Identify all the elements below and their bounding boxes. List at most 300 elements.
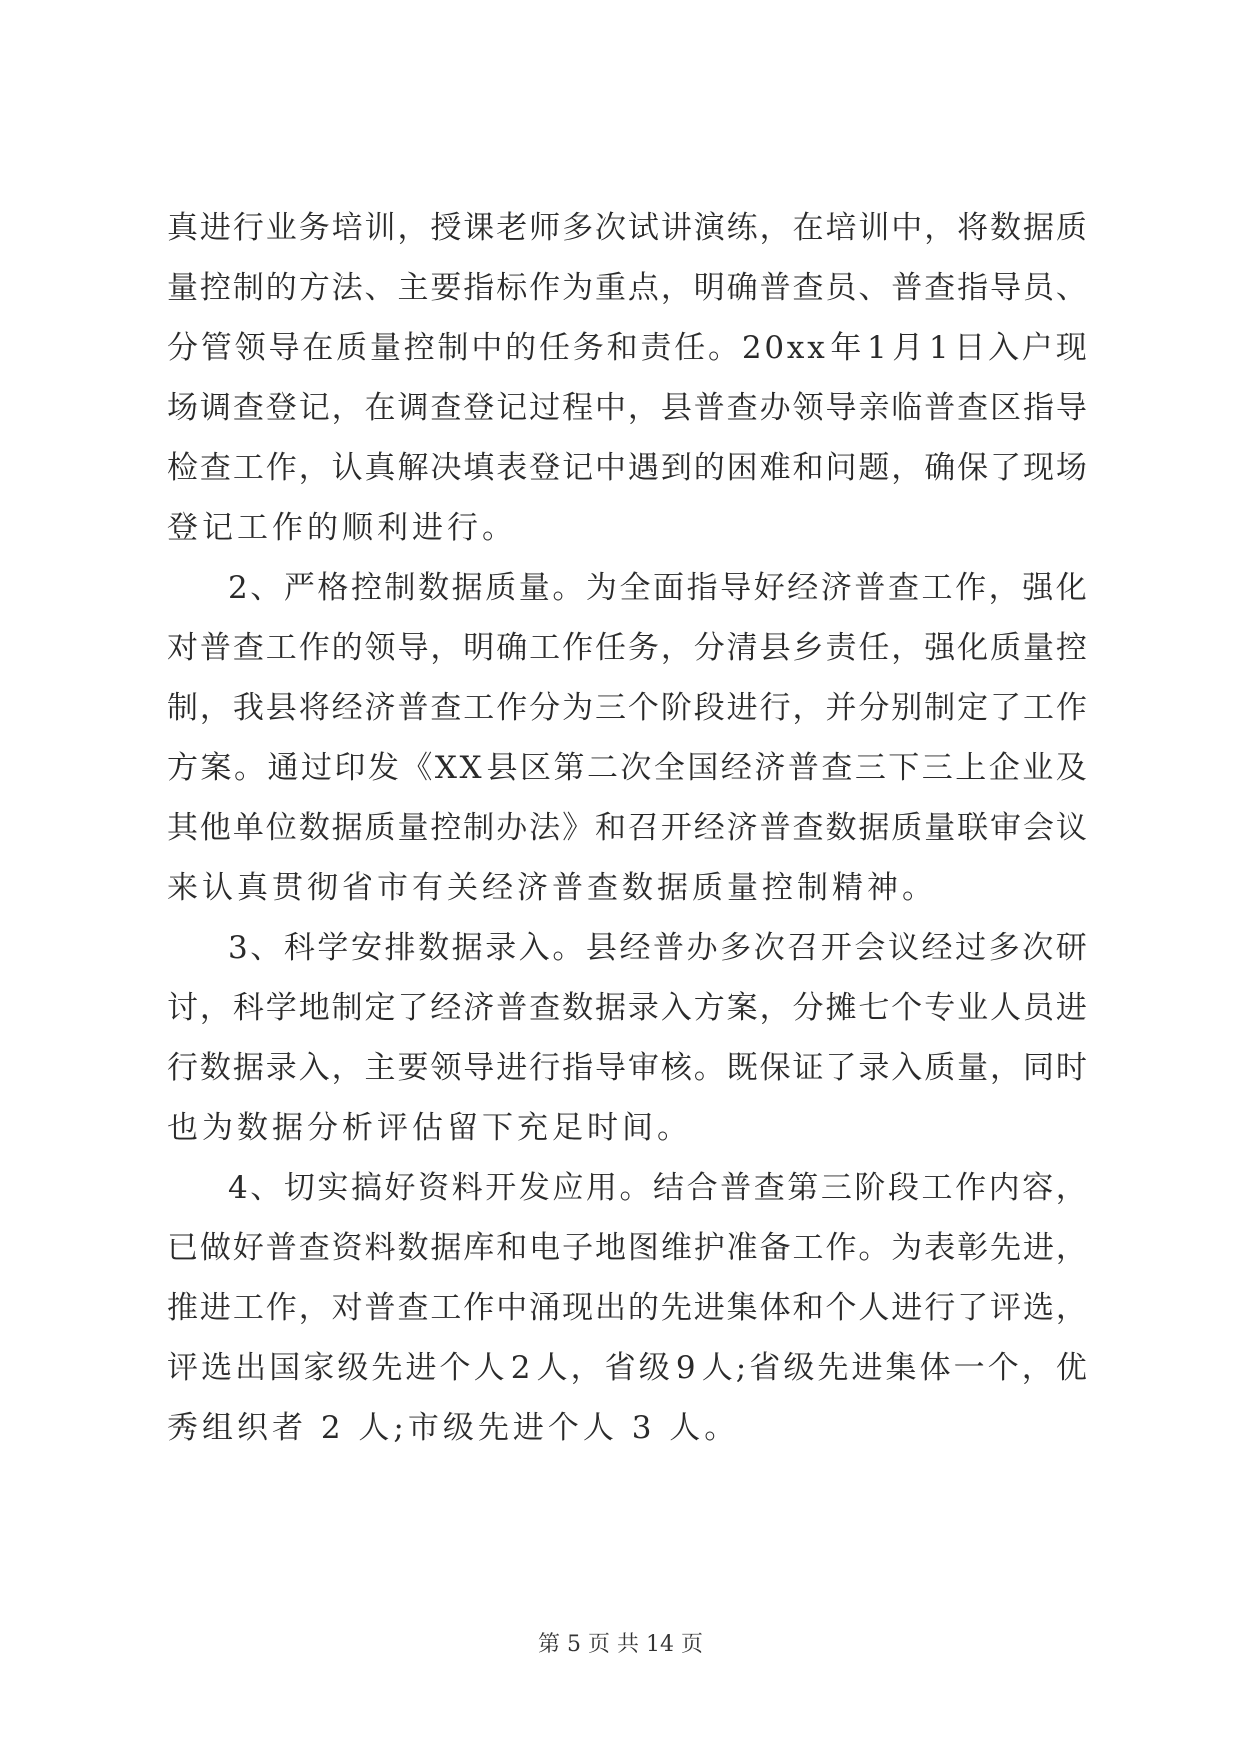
text-char: 记 — [562, 450, 594, 486]
text-char: 1 — [866, 330, 887, 366]
text-char: 任 — [674, 330, 706, 366]
text-char: 任 — [858, 630, 890, 666]
text-char: 为 — [562, 690, 594, 726]
text-char: 次 — [1022, 930, 1054, 966]
text-char: 时 — [1055, 1050, 1087, 1086]
text-char: 场 — [167, 390, 198, 426]
text-char: 段 — [693, 690, 725, 726]
text-char: 县 — [265, 690, 297, 726]
text-char: 查 — [199, 450, 231, 486]
text-char: 并 — [825, 690, 857, 726]
text-char: 量 — [1022, 630, 1054, 666]
text-char: 省 — [604, 1350, 636, 1386]
text-char: 普 — [854, 570, 886, 606]
text-char: 任 — [594, 630, 626, 666]
text-char: 入 — [518, 930, 550, 966]
text-char: 级 — [337, 1350, 369, 1386]
text-char: 中 — [496, 1290, 528, 1326]
text-char: 经 — [430, 990, 462, 1026]
text-char: 到 — [660, 450, 692, 486]
text-char: 查 — [232, 390, 264, 426]
text-char: 入 — [891, 1050, 923, 1086]
text-char: 作 — [825, 1230, 857, 1266]
text-char: 证 — [792, 1050, 824, 1086]
text-char: 中 — [471, 330, 503, 366]
text-char: 工 — [529, 630, 561, 666]
text-char: 子 — [562, 1230, 594, 1266]
text-char: ， — [1055, 1230, 1087, 1266]
text-char: ， — [759, 990, 791, 1026]
text-char: 务 — [298, 210, 330, 246]
text-char: 行 — [529, 1050, 561, 1086]
text-char: 亲 — [858, 390, 890, 426]
text-char: 调 — [397, 390, 429, 426]
text-char: 强 — [924, 630, 956, 666]
text-char: 表 — [924, 1230, 956, 1266]
text-char: X — [459, 750, 482, 786]
text-char: 据 — [1022, 210, 1054, 246]
text-char: 工 — [921, 570, 953, 606]
text-char: 安 — [350, 930, 382, 966]
text-char: 多 — [720, 930, 752, 966]
text-line — [167, 1288, 1087, 1328]
text-line — [167, 988, 1087, 1028]
text-char: 区 — [990, 390, 1022, 426]
text-char: 切 — [283, 1170, 315, 1206]
text-line — [167, 388, 1087, 428]
text-char: 导 — [720, 570, 752, 606]
text-char: 地 — [594, 1230, 626, 1266]
text-char: ， — [627, 390, 659, 426]
text-char: 个 — [627, 690, 659, 726]
text-char: 次 — [620, 750, 652, 786]
text-char: ， — [298, 450, 330, 486]
text-char: 导 — [990, 270, 1022, 306]
text-char: 级 — [783, 1350, 815, 1386]
text-char: 中 — [594, 450, 626, 486]
text-char: 导 — [825, 390, 857, 426]
text-char: 区 — [519, 750, 551, 786]
text-char: 质 — [990, 630, 1022, 666]
text-char: 排 — [384, 930, 416, 966]
text-char: 进 — [1055, 990, 1087, 1026]
text-char: 推 — [167, 1290, 198, 1326]
text-char: 、 — [364, 270, 396, 306]
text-char: 导 — [268, 330, 300, 366]
text-char: 进 — [496, 1050, 528, 1086]
text-char: 发 — [518, 1170, 550, 1206]
text-char: 库 — [463, 1230, 495, 1266]
text-char: 作 — [265, 1290, 297, 1326]
text-char: 工 — [232, 450, 264, 486]
text-char: 我 — [232, 690, 264, 726]
text-char: ， — [430, 630, 462, 666]
text-char: 确 — [924, 450, 956, 486]
text-char: 量 — [369, 330, 401, 366]
text-char: 普 — [199, 630, 231, 666]
text-char: 领 — [234, 330, 266, 366]
text-line — [167, 1348, 1087, 1388]
text-char: 个 — [891, 990, 923, 1026]
text-char: 查 — [957, 390, 989, 426]
text-line — [167, 808, 1087, 848]
text-char: 和 — [594, 810, 626, 846]
text-char: 业 — [1022, 750, 1054, 786]
text-char: 定 — [957, 690, 989, 726]
text-char: 严 — [283, 570, 315, 606]
text-char: 数 — [199, 1050, 231, 1086]
text-char: 指 — [957, 270, 989, 306]
text-char: 经 — [720, 750, 752, 786]
text-char: 国 — [269, 1350, 301, 1386]
text-char: 济 — [820, 570, 852, 606]
text-char: 准 — [726, 1230, 758, 1266]
text-line — [167, 208, 1087, 248]
text-char: 多 — [562, 210, 594, 246]
text-char: 为 — [585, 570, 617, 606]
text-char: 真 — [364, 450, 396, 486]
text-char: 先 — [660, 1290, 692, 1326]
text-char: 老 — [496, 210, 528, 246]
text-char: 上 — [955, 750, 987, 786]
text-char: 为 — [562, 270, 594, 306]
text-char: ， — [199, 990, 231, 1026]
text-char: 用 — [585, 1170, 617, 1206]
text-char: 进 — [405, 1350, 437, 1386]
text-char: 明 — [693, 270, 725, 306]
text-char: 导 — [397, 630, 429, 666]
text-char: 方 — [693, 990, 725, 1026]
text-char: 进 — [1022, 1230, 1054, 1266]
text-char: 别 — [891, 690, 923, 726]
text-char: 次 — [753, 930, 785, 966]
text-char: ， — [891, 630, 923, 666]
text-char: 办 — [496, 810, 528, 846]
text-char: 济 — [463, 990, 495, 1026]
text-char: 录 — [858, 1050, 890, 1086]
text-char: 个 — [987, 1350, 1019, 1386]
text-char: 。 — [552, 930, 584, 966]
text-char: 维 — [660, 1230, 692, 1266]
text-char: 选 — [201, 1350, 233, 1386]
text-char: x — [807, 330, 825, 366]
text-char: 题 — [858, 450, 890, 486]
text-char: 企 — [988, 750, 1020, 786]
text-char: 指 — [686, 570, 718, 606]
text-char: 入 — [298, 1050, 330, 1086]
text-char: 了 — [825, 1050, 857, 1086]
text-char: 出 — [235, 1350, 267, 1386]
text-char: 化 — [957, 630, 989, 666]
text-char: 专 — [924, 990, 956, 1026]
text-char: 主 — [397, 270, 429, 306]
text-char: 点 — [627, 270, 659, 306]
text-char: 调 — [199, 390, 231, 426]
text-char: 电 — [529, 1230, 561, 1266]
text-char: 查 — [298, 1230, 330, 1266]
text-char: 工 — [792, 1230, 824, 1266]
text-char: 资 — [331, 1230, 363, 1266]
text-char: 程 — [562, 390, 594, 426]
text-char: 、 — [1055, 270, 1087, 306]
text-char: 开 — [660, 810, 692, 846]
text-char: ， — [1055, 1170, 1087, 1206]
text-char: 了 — [990, 690, 1022, 726]
text-line — [167, 448, 1087, 488]
text-char: 导 — [594, 1050, 626, 1086]
text-char: 搞 — [350, 1170, 382, 1206]
text-char: 问 — [825, 450, 857, 486]
text-char: 领 — [792, 390, 824, 426]
text-char: 备 — [759, 1230, 791, 1266]
text-char: ， — [660, 630, 692, 666]
text-char: 查 — [753, 1170, 785, 1206]
text-char: 登 — [265, 390, 297, 426]
text-char: 现 — [562, 1290, 594, 1326]
text-char: 分 — [792, 990, 824, 1026]
text-char: 指 — [463, 270, 495, 306]
text-char: 一 — [953, 1350, 985, 1386]
text-char: 据 — [594, 990, 626, 1026]
text-char: 化 — [1055, 570, 1087, 606]
text-char: 困 — [726, 450, 758, 486]
text-char: 个 — [825, 1290, 857, 1326]
text-char: 录 — [485, 930, 517, 966]
text-char: 、 — [250, 1170, 282, 1206]
text-char: 法 — [529, 810, 561, 846]
text-char: 作 — [265, 450, 297, 486]
text-char: 2 — [510, 1350, 531, 1386]
text-char: 讨 — [167, 990, 198, 1026]
text-char: 的 — [505, 330, 537, 366]
text-char: 的 — [265, 270, 297, 306]
text-char: ， — [570, 1350, 602, 1386]
text-char: 3 — [228, 930, 248, 966]
text-line — [167, 268, 1087, 308]
text-char: 质 — [364, 810, 396, 846]
text-char: 。 — [619, 1170, 651, 1206]
text-char: x — [786, 330, 805, 366]
text-char: 。 — [708, 330, 739, 366]
text-char: 。 — [233, 750, 265, 786]
text-char: 训 — [364, 210, 396, 246]
text-char: 控 — [350, 570, 382, 606]
text-char: 确 — [726, 270, 758, 306]
text-char: 人 — [701, 1350, 733, 1386]
text-char: 济 — [364, 690, 396, 726]
text-char: 《 — [401, 750, 433, 786]
text-char: 内 — [988, 1170, 1020, 1206]
text-char: 普 — [787, 750, 819, 786]
text-line: 登记工作的顺利进行。 — [167, 510, 517, 546]
text-line: 来认真贯彻省市有关经济普查数据质量控制精神。 — [167, 870, 937, 906]
text-char: 要 — [430, 270, 462, 306]
text-char: 分 — [858, 690, 890, 726]
text-char: 控 — [199, 270, 231, 306]
text-char: 第 — [553, 750, 585, 786]
text-char: 作 — [955, 570, 987, 606]
text-char: 了 — [957, 1290, 989, 1326]
text-char: 其 — [167, 810, 198, 846]
text-char: 办 — [686, 930, 718, 966]
text-char: 指 — [1022, 390, 1054, 426]
text-char: 领 — [364, 630, 396, 666]
text-char: 员 — [1022, 270, 1054, 306]
text-char: 量 — [924, 810, 956, 846]
text-char: 据 — [451, 570, 483, 606]
text-char: 查 — [792, 270, 824, 306]
text-char: 量 — [397, 810, 429, 846]
text-char: 的 — [627, 1290, 659, 1326]
text-char: 数 — [418, 930, 450, 966]
text-char: 经 — [921, 930, 953, 966]
text-char: 全 — [619, 570, 651, 606]
text-char: 在 — [792, 210, 824, 246]
text-char: 的 — [693, 450, 725, 486]
text-char: 对 — [331, 1290, 363, 1326]
text-char: 务 — [572, 330, 604, 366]
text-char: 行 — [167, 1050, 198, 1086]
text-char: 进 — [726, 690, 758, 726]
text-char: 护 — [693, 1230, 725, 1266]
text-char: 下 — [888, 750, 920, 786]
text-char: 行 — [924, 1290, 956, 1326]
text-char: 议 — [1055, 810, 1087, 846]
text-char: 进 — [851, 1350, 883, 1386]
text-char: 难 — [759, 450, 791, 486]
text-char: 为 — [891, 1230, 923, 1266]
text-char: 授 — [430, 210, 462, 246]
text-char: 作 — [1055, 690, 1087, 726]
text-char: 开 — [820, 930, 852, 966]
text-char: 中 — [594, 390, 626, 426]
text-char: 他 — [199, 810, 231, 846]
text-char: 质 — [485, 570, 517, 606]
text-char: 先 — [990, 1230, 1022, 1266]
text-char: 0 — [764, 330, 785, 366]
text-char: 行 — [232, 210, 264, 246]
text-char: 普 — [759, 270, 791, 306]
text-char: 据 — [331, 810, 363, 846]
text-char: ， — [988, 570, 1020, 606]
text-char: 会 — [854, 930, 886, 966]
text-char: 。 — [858, 1230, 890, 1266]
text-char: ， — [331, 1050, 363, 1086]
text-char: 作 — [955, 1170, 987, 1206]
text-char: 普 — [653, 930, 685, 966]
text-char: 普 — [265, 1230, 297, 1266]
text-char: 乡 — [792, 630, 824, 666]
text-char: ， — [331, 390, 363, 426]
text-char: 制 — [463, 810, 495, 846]
text-char: 发 — [367, 750, 399, 786]
text-char: 练 — [726, 210, 758, 246]
text-char: 2 — [228, 570, 248, 606]
text-char: 过 — [529, 390, 561, 426]
text-char: 查 — [430, 690, 462, 726]
text-char: 位 — [265, 810, 297, 846]
text-char: ， — [924, 210, 956, 246]
text-char: 。 — [552, 570, 584, 606]
text-char: 进 — [693, 1290, 725, 1326]
text-char: 个 — [439, 1350, 471, 1386]
text-char: 学 — [317, 930, 349, 966]
text-char: 据 — [232, 1050, 264, 1086]
text-char: 查 — [792, 810, 824, 846]
text-char: 方 — [167, 750, 198, 786]
text-char: 科 — [232, 990, 264, 1026]
text-char: 控 — [430, 810, 462, 846]
text-char: 决 — [430, 450, 462, 486]
text-char: 指 — [562, 1050, 594, 1086]
text-char: 召 — [627, 810, 659, 846]
text-char: 国 — [687, 750, 719, 786]
text-char: 户 — [1021, 330, 1053, 366]
text-char: 召 — [787, 930, 819, 966]
text-char: 、 — [250, 930, 282, 966]
text-char: 在 — [302, 330, 334, 366]
text-line — [167, 628, 1087, 668]
text-char: 了 — [397, 990, 429, 1026]
text-char: 案 — [200, 750, 232, 786]
text-char: 审 — [627, 1050, 659, 1086]
text-char: 核 — [660, 1050, 692, 1086]
text-char: 做 — [199, 1230, 231, 1266]
text-char: 记 — [496, 390, 528, 426]
text-line: 秀组织者 2 人;市级先进个人 3 人。 — [167, 1410, 740, 1446]
text-char: 试 — [627, 210, 659, 246]
text-char: 培 — [331, 210, 363, 246]
text-char: 面 — [653, 570, 685, 606]
text-char: 经 — [787, 570, 819, 606]
text-char: 会 — [1022, 810, 1054, 846]
text-char: 摊 — [825, 990, 857, 1026]
text-char: 进 — [199, 210, 231, 246]
text-line — [167, 748, 1087, 788]
text-char: 制 — [232, 270, 264, 306]
text-char: 4 — [228, 1170, 248, 1206]
text-char: 确 — [496, 630, 528, 666]
text-line — [228, 1168, 1087, 1208]
text-char: 结 — [653, 1170, 685, 1206]
text-char: 务 — [627, 630, 659, 666]
text-char: 数 — [562, 990, 594, 1026]
text-char: 9 — [675, 1350, 696, 1386]
text-char: 多 — [988, 930, 1020, 966]
text-line — [228, 928, 1087, 968]
text-char: 经 — [619, 930, 651, 966]
text-char: 合 — [686, 1170, 718, 1206]
text-char: 及 — [1055, 750, 1087, 786]
text-char: 研 — [1055, 930, 1087, 966]
text-char: 出 — [594, 1290, 626, 1326]
text-char: 据 — [430, 1230, 462, 1266]
text-char: 方 — [298, 270, 330, 306]
text-char: 导 — [1055, 390, 1087, 426]
text-char: 保 — [957, 450, 989, 486]
text-char: ， — [990, 1050, 1022, 1086]
text-char: 选 — [1022, 1290, 1054, 1326]
text-char: 体 — [919, 1350, 951, 1386]
text-char: 在 — [364, 390, 396, 426]
text-char: 员 — [1022, 990, 1054, 1026]
text-char: 检 — [167, 450, 198, 486]
text-char: 料 — [364, 1230, 396, 1266]
text-char: 将 — [957, 210, 989, 246]
page-number-footer: 第 5 页 共 14 页 — [538, 1632, 703, 1657]
text-char: 既 — [726, 1050, 758, 1086]
text-char: 级 — [638, 1350, 670, 1386]
